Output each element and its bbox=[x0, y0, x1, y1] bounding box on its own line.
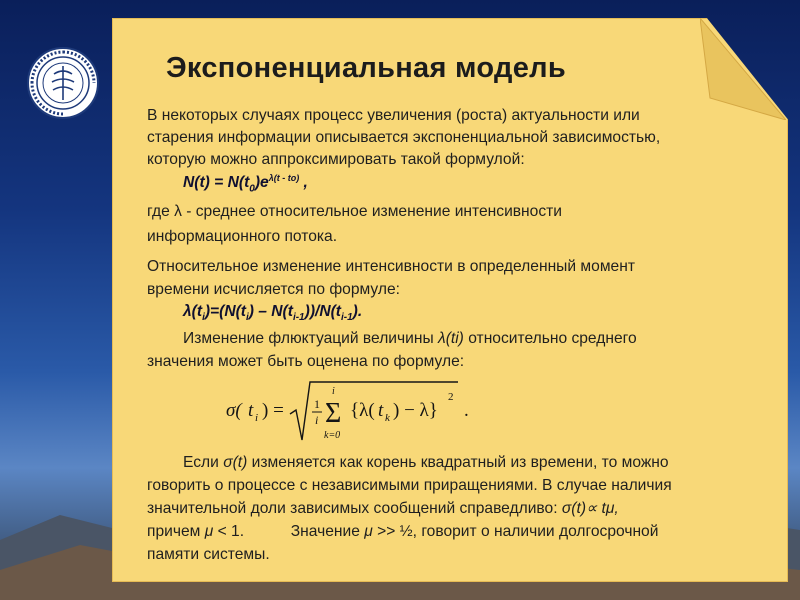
exponential-formula: $N(t) = N(t_0)e^{\lambda(t - to)}$ , bbox=[183, 173, 308, 195]
paragraph-3-line-1: Относительное изменение интенсивности в определенный момент bbox=[147, 258, 635, 275]
paragraph-5-line-4 bbox=[147, 521, 658, 543]
svg-text:t: t bbox=[248, 400, 254, 421]
svg-text:) =: ) = bbox=[262, 400, 284, 421]
paragraph-4-line-2: значения может быть оценена по формуле: bbox=[147, 353, 465, 370]
paragraph-3-line-2: времени исчисляется по формуле: bbox=[147, 281, 400, 298]
paragraph-5-line-5: памяти системы. bbox=[147, 546, 270, 563]
paragraph-5-line-1 bbox=[183, 452, 669, 474]
svg-text:i: i bbox=[332, 386, 335, 397]
svg-text:σ(: σ( bbox=[226, 400, 242, 421]
svg-text:k=0: k=0 bbox=[324, 430, 341, 441]
paragraph-1-line-3: которую можно аппроксимировать такой формулой: bbox=[147, 151, 525, 168]
p5-l1-b: изменяется как корень квадратный из времени, то можно bbox=[251, 454, 669, 471]
p5-l1-sym: σ(t) bbox=[223, 454, 248, 471]
paragraph-1-line-2: старения информации описывается экспоненциальной зависимостью, bbox=[147, 129, 661, 146]
slide-title: Экспоненциальная модель bbox=[166, 52, 567, 84]
svg-text:i: i bbox=[315, 413, 319, 427]
paragraph-1-line-1: В некоторых случаях процесс увеличения (роста) актуальности или bbox=[147, 107, 640, 124]
svg-text:1: 1 bbox=[314, 397, 320, 411]
university-seal-logo bbox=[26, 46, 100, 120]
sigma-formula bbox=[226, 378, 476, 448]
svg-text:.: . bbox=[464, 400, 469, 421]
svg-text:k: k bbox=[385, 412, 390, 424]
paragraph-4-line-1 bbox=[183, 328, 637, 350]
p5-l4-sym: μ bbox=[204, 523, 214, 540]
p5-l3-a: значительной доли зависимых сообщений справедливо: bbox=[147, 500, 558, 517]
paragraph-5-line-3 bbox=[147, 498, 619, 520]
lambda-formula: $\lambda(t_i)=(N(t_i) - N(t_{i-1}))/N(t_{i-1})$. bbox=[183, 303, 363, 324]
p4-suffix: относительно среднего bbox=[468, 330, 637, 347]
p4-symbol: λ(ti) bbox=[438, 330, 464, 347]
p5-l3-sym: σ(t)∝ tμ, bbox=[561, 500, 619, 517]
p5-l4-a: причем bbox=[147, 523, 201, 540]
p5-l4-d: >> ½, говорит о наличии долгосрочной bbox=[377, 523, 659, 540]
paragraph-5-line-2: говорить о процессе с независимыми приращениями. В случае наличия bbox=[147, 477, 672, 494]
p4-prefix: Изменение флюктуаций величины bbox=[183, 330, 434, 347]
p5-l4-c: Значение bbox=[290, 523, 360, 540]
svg-text:Σ: Σ bbox=[325, 398, 342, 429]
paragraph-2-line-1: где λ - среднее относительное изменение интенсивности bbox=[147, 203, 562, 220]
p5-l4-b: < 1. bbox=[217, 523, 245, 540]
paragraph-2-line-2: информационного потока. bbox=[147, 228, 338, 245]
svg-text:2: 2 bbox=[448, 391, 454, 403]
svg-text:) − λ}: ) − λ} bbox=[393, 400, 438, 421]
p5-l1-a: Если bbox=[183, 454, 219, 471]
svg-text:i: i bbox=[255, 412, 259, 424]
svg-text:t: t bbox=[378, 400, 384, 421]
p5-l4-sym2: μ bbox=[364, 523, 373, 540]
svg-text:{λ(: {λ( bbox=[350, 400, 375, 421]
